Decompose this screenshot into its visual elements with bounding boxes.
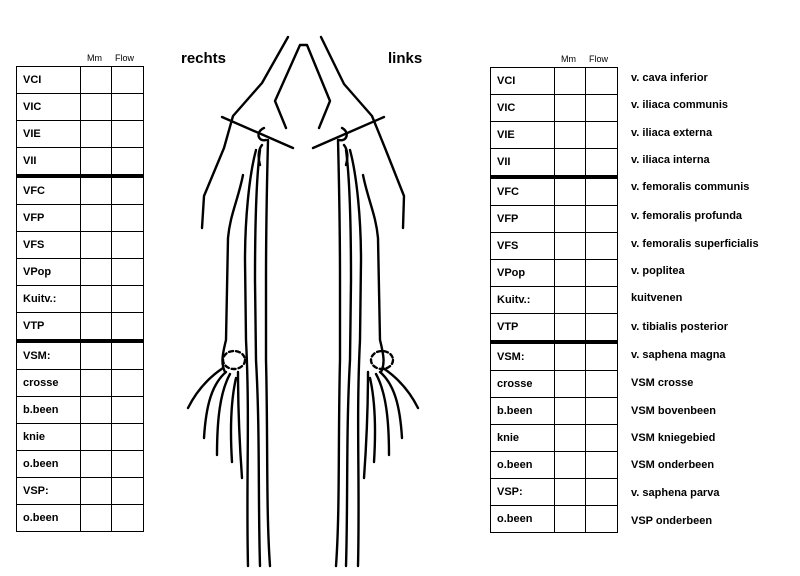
vein-name: v. iliaca interna bbox=[631, 154, 710, 166]
vein-name: kuitvenen bbox=[631, 292, 683, 304]
vein-name: v. cava inferior bbox=[631, 72, 708, 84]
vein-name: v. femoralis profunda bbox=[631, 210, 743, 222]
row-label: VSP: bbox=[491, 479, 555, 506]
row-label: VIE bbox=[491, 122, 555, 149]
row-label: VPop bbox=[491, 260, 555, 287]
vena-cava-inner bbox=[275, 45, 330, 128]
left-leg-vein-deep bbox=[350, 150, 361, 566]
row-label: VFS bbox=[17, 232, 81, 259]
left-leg-vein-superficial bbox=[346, 150, 351, 566]
vein-name: VSM onderbeen bbox=[631, 459, 715, 471]
row-label: VII bbox=[491, 149, 555, 178]
vein-name: v. femoralis superficialis bbox=[631, 238, 759, 250]
vein-name: v. iliaca externa bbox=[631, 127, 713, 139]
right-flow-header: Flow bbox=[115, 53, 135, 63]
row-label: VIC bbox=[17, 94, 81, 121]
vein-name: v. femoralis communis bbox=[631, 181, 750, 193]
right-leg-vein-outer bbox=[222, 175, 243, 372]
row-label: VTP bbox=[17, 313, 81, 342]
right-leg-vein-deep bbox=[245, 150, 256, 566]
right-leg-vein-inner bbox=[266, 140, 270, 566]
iliac-cut-lines bbox=[222, 117, 384, 148]
row-label: VPop bbox=[17, 259, 81, 286]
left-flow-header: Flow bbox=[589, 54, 609, 64]
row-label: Kuitv.: bbox=[17, 286, 81, 313]
row-label: VIC bbox=[491, 95, 555, 122]
row-label: o.been bbox=[491, 452, 555, 479]
vein-name: VSM crosse bbox=[631, 377, 694, 389]
left-side-title: links bbox=[388, 50, 423, 67]
left-leg-vein-outer bbox=[363, 175, 384, 372]
iliac-connection-curls bbox=[258, 128, 347, 165]
vein-name: v. iliaca communis bbox=[631, 99, 729, 111]
row-label: knie bbox=[491, 425, 555, 452]
right-calf-branches bbox=[188, 368, 242, 478]
row-label: crosse bbox=[17, 370, 81, 397]
vein-name: VSM bovenbeen bbox=[631, 405, 716, 417]
left-mm-header: Mm bbox=[561, 54, 576, 64]
vena-cava-outer bbox=[202, 37, 404, 228]
right-mm-header: Mm bbox=[87, 53, 102, 63]
row-label: o.been bbox=[491, 506, 555, 533]
row-label: VSP: bbox=[17, 478, 81, 505]
left-calf-branches bbox=[364, 368, 418, 478]
row-label: VII bbox=[17, 148, 81, 177]
row-label: VFC bbox=[17, 176, 81, 205]
row-label: VSM: bbox=[491, 342, 555, 371]
row-label: VCI bbox=[491, 68, 555, 95]
row-label: knie bbox=[17, 424, 81, 451]
row-label: o.been bbox=[17, 451, 81, 478]
row-label: o.been bbox=[17, 505, 81, 532]
left-leg-vein-inner bbox=[336, 140, 340, 566]
row-label: VCI bbox=[17, 67, 81, 94]
right-side-title: rechts bbox=[181, 50, 227, 67]
right-leg-vein-superficial bbox=[255, 150, 260, 566]
row-label: b.been bbox=[491, 398, 555, 425]
row-label: VFP bbox=[17, 205, 81, 232]
row-label: Kuitv.: bbox=[491, 287, 555, 314]
row-label: VIE bbox=[17, 121, 81, 148]
vein-name: VSP onderbeen bbox=[631, 515, 713, 527]
vein-name: v. saphena parva bbox=[631, 487, 720, 499]
row-label: VTP bbox=[491, 314, 555, 343]
vein-name: v. tibialis posterior bbox=[631, 321, 728, 333]
row-label: VFS bbox=[491, 233, 555, 260]
row-label: VSM: bbox=[17, 341, 81, 370]
vein-name: v. poplitea bbox=[631, 265, 685, 277]
row-label: VFC bbox=[491, 177, 555, 206]
vein-name: v. saphena magna bbox=[631, 349, 726, 361]
row-label: b.been bbox=[17, 397, 81, 424]
row-label: crosse bbox=[491, 371, 555, 398]
right-crosse-oval bbox=[223, 351, 245, 369]
vein-name: VSM kniegebied bbox=[631, 432, 716, 444]
row-label: VFP bbox=[491, 206, 555, 233]
